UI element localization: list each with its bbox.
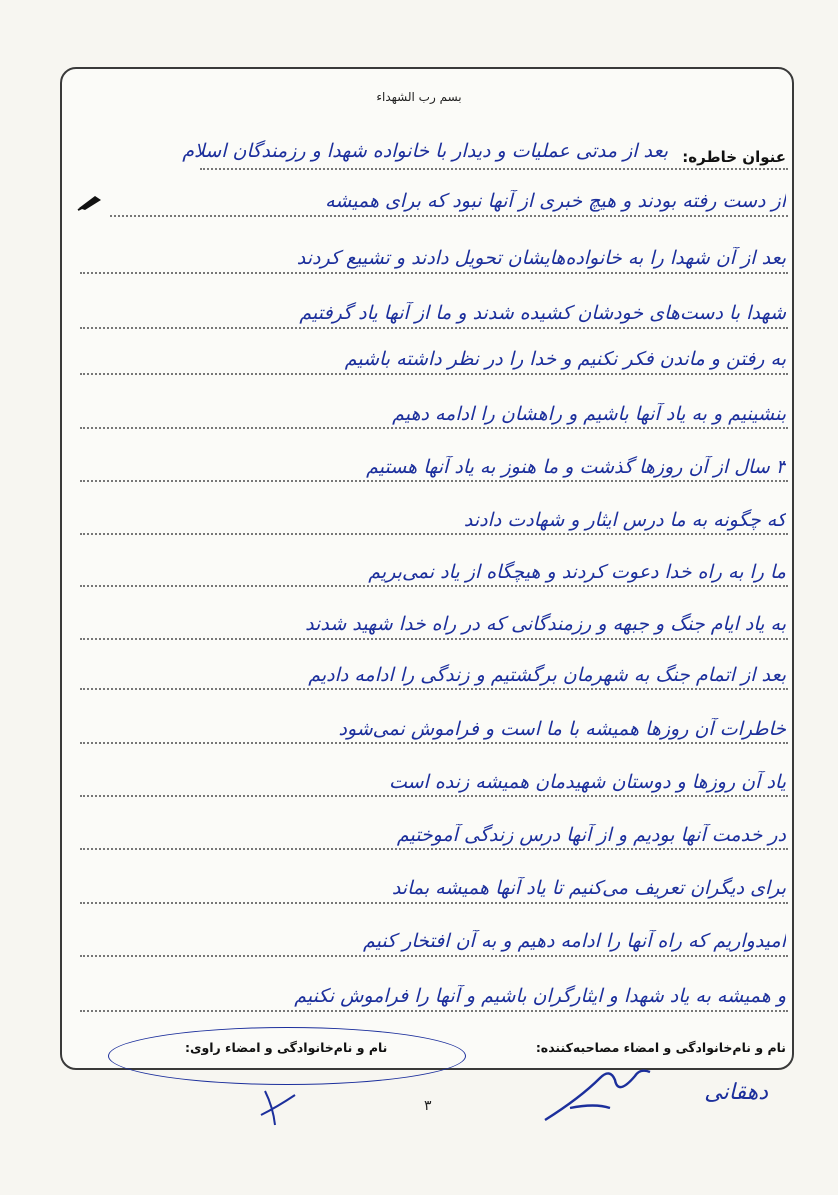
handwritten-line: بنشینیم و به یاد آنها باشیم و راهشان را ادامه دهیم xyxy=(392,403,786,425)
handwritten-line: امیدواریم که راه آنها را ادامه دهیم و به آن افتخار کنیم xyxy=(363,930,786,952)
pen-icon xyxy=(76,193,104,211)
ruled-line xyxy=(80,272,788,274)
handwritten-line: بعد از آن شهدا را به خانواده‌هایشان تحویل دادند و تشییع کردند xyxy=(296,247,786,269)
ruled-line xyxy=(80,795,788,797)
ruled-line xyxy=(80,480,788,482)
handwritten-line: ۳ سال از آن روزها گذشت و ما هنوز به یاد آنها هستیم xyxy=(366,456,786,478)
handwritten-line: خاطرات آن روزها همیشه با ما است و فراموش نمی‌شود xyxy=(338,718,786,740)
handwritten-line: به رفتن و ماندن فکر نکنیم و خدا را در نظر داشته باشیم xyxy=(344,348,786,370)
interviewer-signature-label: نام و نام‌خانوادگی و امضاء مصاحبه‌کننده: xyxy=(535,1040,786,1055)
handwritten-line: برای دیگران تعریف می‌کنیم تا یاد آنها همیشه بماند xyxy=(391,877,786,899)
ruled-line xyxy=(80,902,788,904)
handwritten-line: ما را به راه خدا دعوت کردند و هیچگاه از یاد نمی‌بریم xyxy=(368,561,786,583)
ruled-line xyxy=(80,533,788,535)
ruled-line xyxy=(80,327,788,329)
handwritten-line: از دست رفته بودند و هیچ خبری از آنها نبود که برای همیشه xyxy=(325,190,786,212)
ruled-line xyxy=(80,688,788,690)
handwritten-line: و همیشه به یاد شهدا و ایثارگران باشیم و آنها را فراموش نکنیم xyxy=(294,985,786,1007)
handwritten-line: یاد آن روزها و دوستان شهیدمان همیشه زنده است xyxy=(388,771,786,793)
ruled-line xyxy=(80,955,788,957)
ruled-line xyxy=(80,742,788,744)
ruled-line xyxy=(80,848,788,850)
handwritten-line: بعد از اتمام جنگ به شهرمان برگشتیم و زندگی را ادامه دادیم xyxy=(308,664,786,686)
narrator-signature xyxy=(255,1085,305,1130)
handwritten-line: شهدا با دست‌های خودشان کشیده شدند و ما از آنها یاد گرفتیم xyxy=(299,302,786,324)
ruled-line xyxy=(200,168,788,170)
ruled-line xyxy=(80,373,788,375)
interviewer-name-handwritten: دهقانی xyxy=(704,1080,768,1105)
ruled-line xyxy=(80,638,788,640)
handwritten-line: بعد از مدتی عملیات و دیدار با خانواده شهدا و رزمندگان اسلام xyxy=(182,140,668,162)
narrator-signature-label: نام و نام‌خانوادگی و امضاء راوی: xyxy=(185,1040,388,1055)
ruled-line xyxy=(80,585,788,587)
ruled-line xyxy=(110,215,788,217)
ruled-line xyxy=(80,1010,788,1012)
bismillah-header: بسم رب الشهداء xyxy=(376,90,462,104)
handwritten-line: که چگونه به ما درس ایثار و شهادت دادند xyxy=(463,509,786,531)
memoir-title-label: عنوان خاطره: xyxy=(682,148,786,166)
handwritten-line: به یاد ایام جنگ و جبهه و رزمندگانی که در راه خدا شهید شدند xyxy=(305,613,786,635)
ruled-line xyxy=(80,427,788,429)
handwritten-line: در خدمت آنها بودیم و از آنها درس زندگی آموختیم xyxy=(396,824,786,846)
page-number: ۳ xyxy=(424,1098,432,1114)
